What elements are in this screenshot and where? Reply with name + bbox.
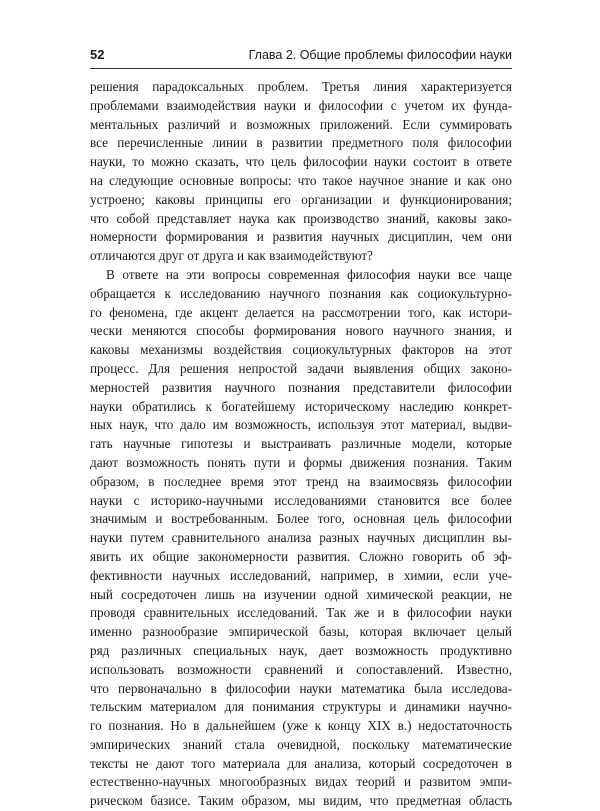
text-line: процесс. Для решения непростой задачи выявления общих законо- [90, 360, 512, 376]
running-header [90, 46, 512, 68]
text-line: устроено; каковы принципы его организации и функционирования; [90, 191, 512, 207]
text-line: проблемами взаимодействия науки и философии с учетом их фунда- [90, 97, 512, 113]
header-rule [90, 68, 512, 69]
text-line: ных наук, что дало им возможность, используя этот материал, выдви- [90, 417, 512, 433]
text-line: каковы механизмы воздействия социокультурных факторов на этот [90, 342, 512, 358]
text-line: го феномена, где акцент делается на рассмотрении того, как истори- [90, 304, 512, 320]
text-line: фективности научных исследований, например, в химии, если уче- [90, 567, 512, 583]
text-line: именно разнообразие эмпирической базы, которая включает целый [90, 624, 512, 640]
text-line: естественно-научных многообразных видах теорий и развитом эмпи- [90, 774, 512, 790]
body-text [90, 78, 512, 811]
text-line: тельским материалом для понимания структуры и динамики научно- [90, 699, 512, 715]
text-line: го познания. Но в дальнейшем (уже к концу XIX в.) недостаточность [90, 718, 512, 734]
text-line: обращается к исследованию научного познания как социокультурно- [90, 285, 512, 301]
text-line: дают возможность понять пути и формы движения познания. Таким [90, 454, 512, 470]
text-line: ментальных различий и возможных приложений. Если суммировать [90, 116, 512, 132]
text-line: решения парадоксальных проблем. Третья линия характеризуется [90, 79, 512, 94]
text-line: рическом базисе. Таким образом, мы видим, что предметная область [90, 793, 512, 809]
text-line: номерности формирования и развития научных дисциплин, чем они [90, 229, 512, 245]
text-line: значимым и востребованным. Более того, основная цель философии [90, 511, 512, 527]
text-line: отличаются друг от друга и как взаимодействуют? [90, 248, 373, 264]
text-line: проводя сравнительных исследований. Так же и в философии науки [90, 605, 512, 621]
page-number: 52 [90, 47, 105, 62]
text-line: что первоначально в философии науки математика была исследова- [90, 680, 512, 696]
text-line: использовать возможности сравнений и сопоставлений. Известно, [90, 661, 512, 677]
paragraph-start-line: В ответе на эти вопросы современная философия науки все чаще [106, 266, 512, 282]
text-line: что собой представляет наука как производство знаний, каковы зако- [90, 210, 512, 226]
text-line: на следующие основные вопросы: что такое научное знание и как оно [90, 172, 512, 188]
text-line: чески меняются способы формирования нового научного знания, и [90, 323, 512, 339]
text-line: тексты не дают того материала для анализа, который сосредоточен в [90, 755, 512, 771]
text-line: ряд различных специальных наук, дает возможность продуктивно [90, 642, 512, 658]
text-line: науки обратились к богатейшему историческому наследию конкрет- [90, 398, 512, 414]
text-line: науки путем сравнительного анализа разных научных дисциплин вы- [90, 530, 512, 546]
text-line: ный сосредоточен лишь на изучении одной химической реакции, не [90, 586, 512, 602]
text-line: эмпирических знаний стала очевидной, поскольку математические [90, 736, 512, 752]
text-line: все перечисленные линии в развитии предметного поля философии [90, 135, 512, 151]
text-line: мерностей развития научного познания представители философии [90, 379, 512, 395]
running-title: Глава 2. Общие проблемы философии науки [248, 48, 512, 62]
text-line: науки, то можно сказать, что цель философии науки состоит в ответе [90, 154, 512, 170]
text-line: гать научные гипотезы и выстраивать различные модели, которые [90, 436, 512, 452]
text-line: науки с историко-научными исследованиями становится все более [90, 492, 512, 508]
text-line: явить их общие закономерности развития. Сложно говорить об эф- [90, 548, 512, 564]
text-line: образом, в последнее время этот тренд на взаимосвязь философии [90, 473, 512, 489]
